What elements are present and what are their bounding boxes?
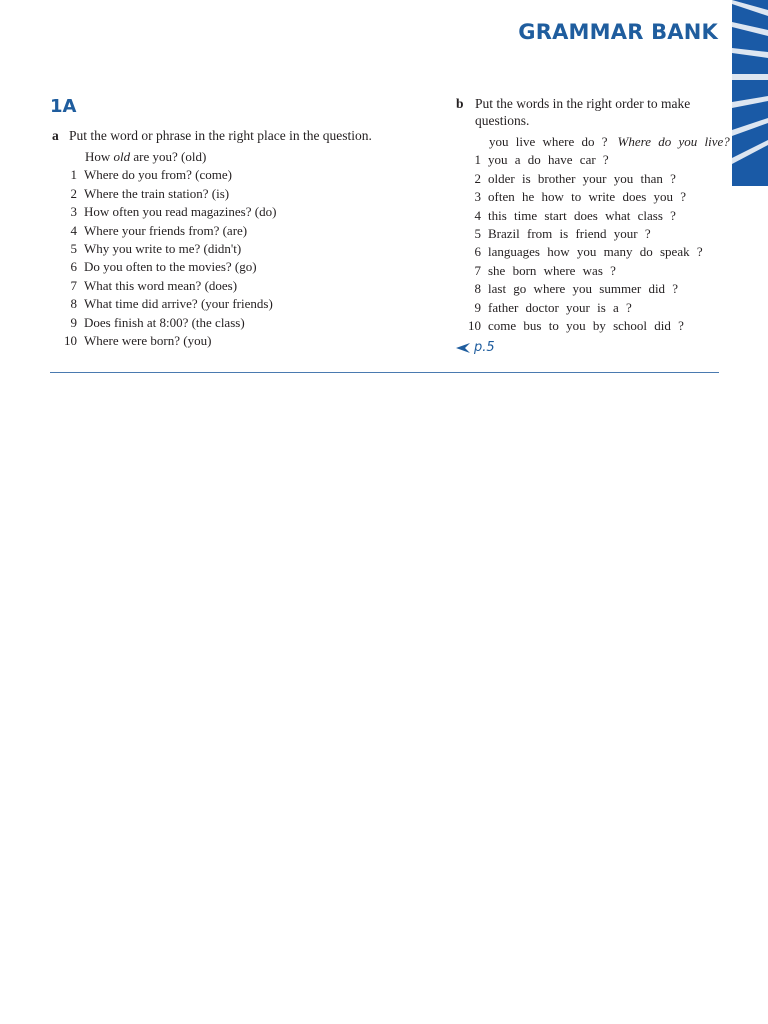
page-reference-text: p.5 bbox=[474, 340, 495, 356]
list-item: 6 Do you often to the movies? (go) bbox=[70, 259, 257, 275]
list-item: 5 Brazil from is friend your ? bbox=[474, 226, 651, 242]
list-item: 4 Where your friends from? (are) bbox=[70, 222, 248, 238]
list-item: 1 you a do have car ? bbox=[474, 152, 609, 168]
exercise-a-instruction bbox=[52, 127, 402, 144]
exercise-b bbox=[456, 95, 730, 356]
exercise-b-list bbox=[456, 151, 726, 335]
exercise-a-example: How old are you? (old) bbox=[85, 149, 207, 164]
list-item: 8 last go where you summer did ? bbox=[474, 281, 679, 297]
list-item: 9 father doctor your is a ? bbox=[474, 299, 632, 315]
list-item: 7 What this word mean? (does) bbox=[70, 277, 238, 293]
exercise-a-letter: a bbox=[52, 128, 59, 143]
list-item: 10 Where were born? (you) bbox=[64, 333, 212, 349]
list-item: 3 often he how to write does you ? bbox=[474, 189, 687, 205]
exercise-b-instruction bbox=[456, 95, 726, 129]
list-item: 4 this time start does what class ? bbox=[474, 207, 676, 223]
exercise-a bbox=[52, 127, 402, 350]
exercise-a-list bbox=[52, 166, 402, 350]
list-item: 7 she born where was ? bbox=[474, 262, 616, 278]
exercise-b-letter: b bbox=[456, 96, 464, 111]
exercise-b-example: you live where do ? Where do you live? bbox=[489, 134, 730, 149]
section-title: 1A bbox=[50, 96, 77, 117]
list-item: 3 How often you read magazines? (do) bbox=[70, 204, 277, 220]
page-header-title: GRAMMAR BANK bbox=[518, 20, 718, 44]
sunburst-edge-tab bbox=[732, 0, 768, 186]
exercise-a-instruction-text: Put the word or phrase in the right place in the question. bbox=[69, 128, 372, 143]
list-item: 5 Why you write to me? (didn't) bbox=[70, 241, 242, 257]
exercise-b-instruction-text: Put the words in the right order to make questions. bbox=[475, 96, 691, 128]
section-divider bbox=[50, 372, 719, 373]
list-item: 2 older is brother your you than ? bbox=[474, 170, 676, 186]
list-item: 1 Where do you from? (come) bbox=[70, 167, 232, 183]
list-item: 2 Where the train station? (is) bbox=[70, 185, 230, 201]
list-item: 10 come bus to you by school did ? bbox=[468, 318, 684, 334]
page-reference-link[interactable] bbox=[456, 340, 726, 355]
back-arrow-icon bbox=[456, 343, 470, 353]
list-item: 6 languages how you many do speak ? bbox=[474, 244, 703, 260]
list-item: 9 Does finish at 8:00? (the class) bbox=[70, 314, 245, 330]
list-item: 8 What time did arrive? (your friends) bbox=[70, 296, 273, 312]
exercise-b-example-answer: Where do you live? bbox=[617, 134, 730, 149]
